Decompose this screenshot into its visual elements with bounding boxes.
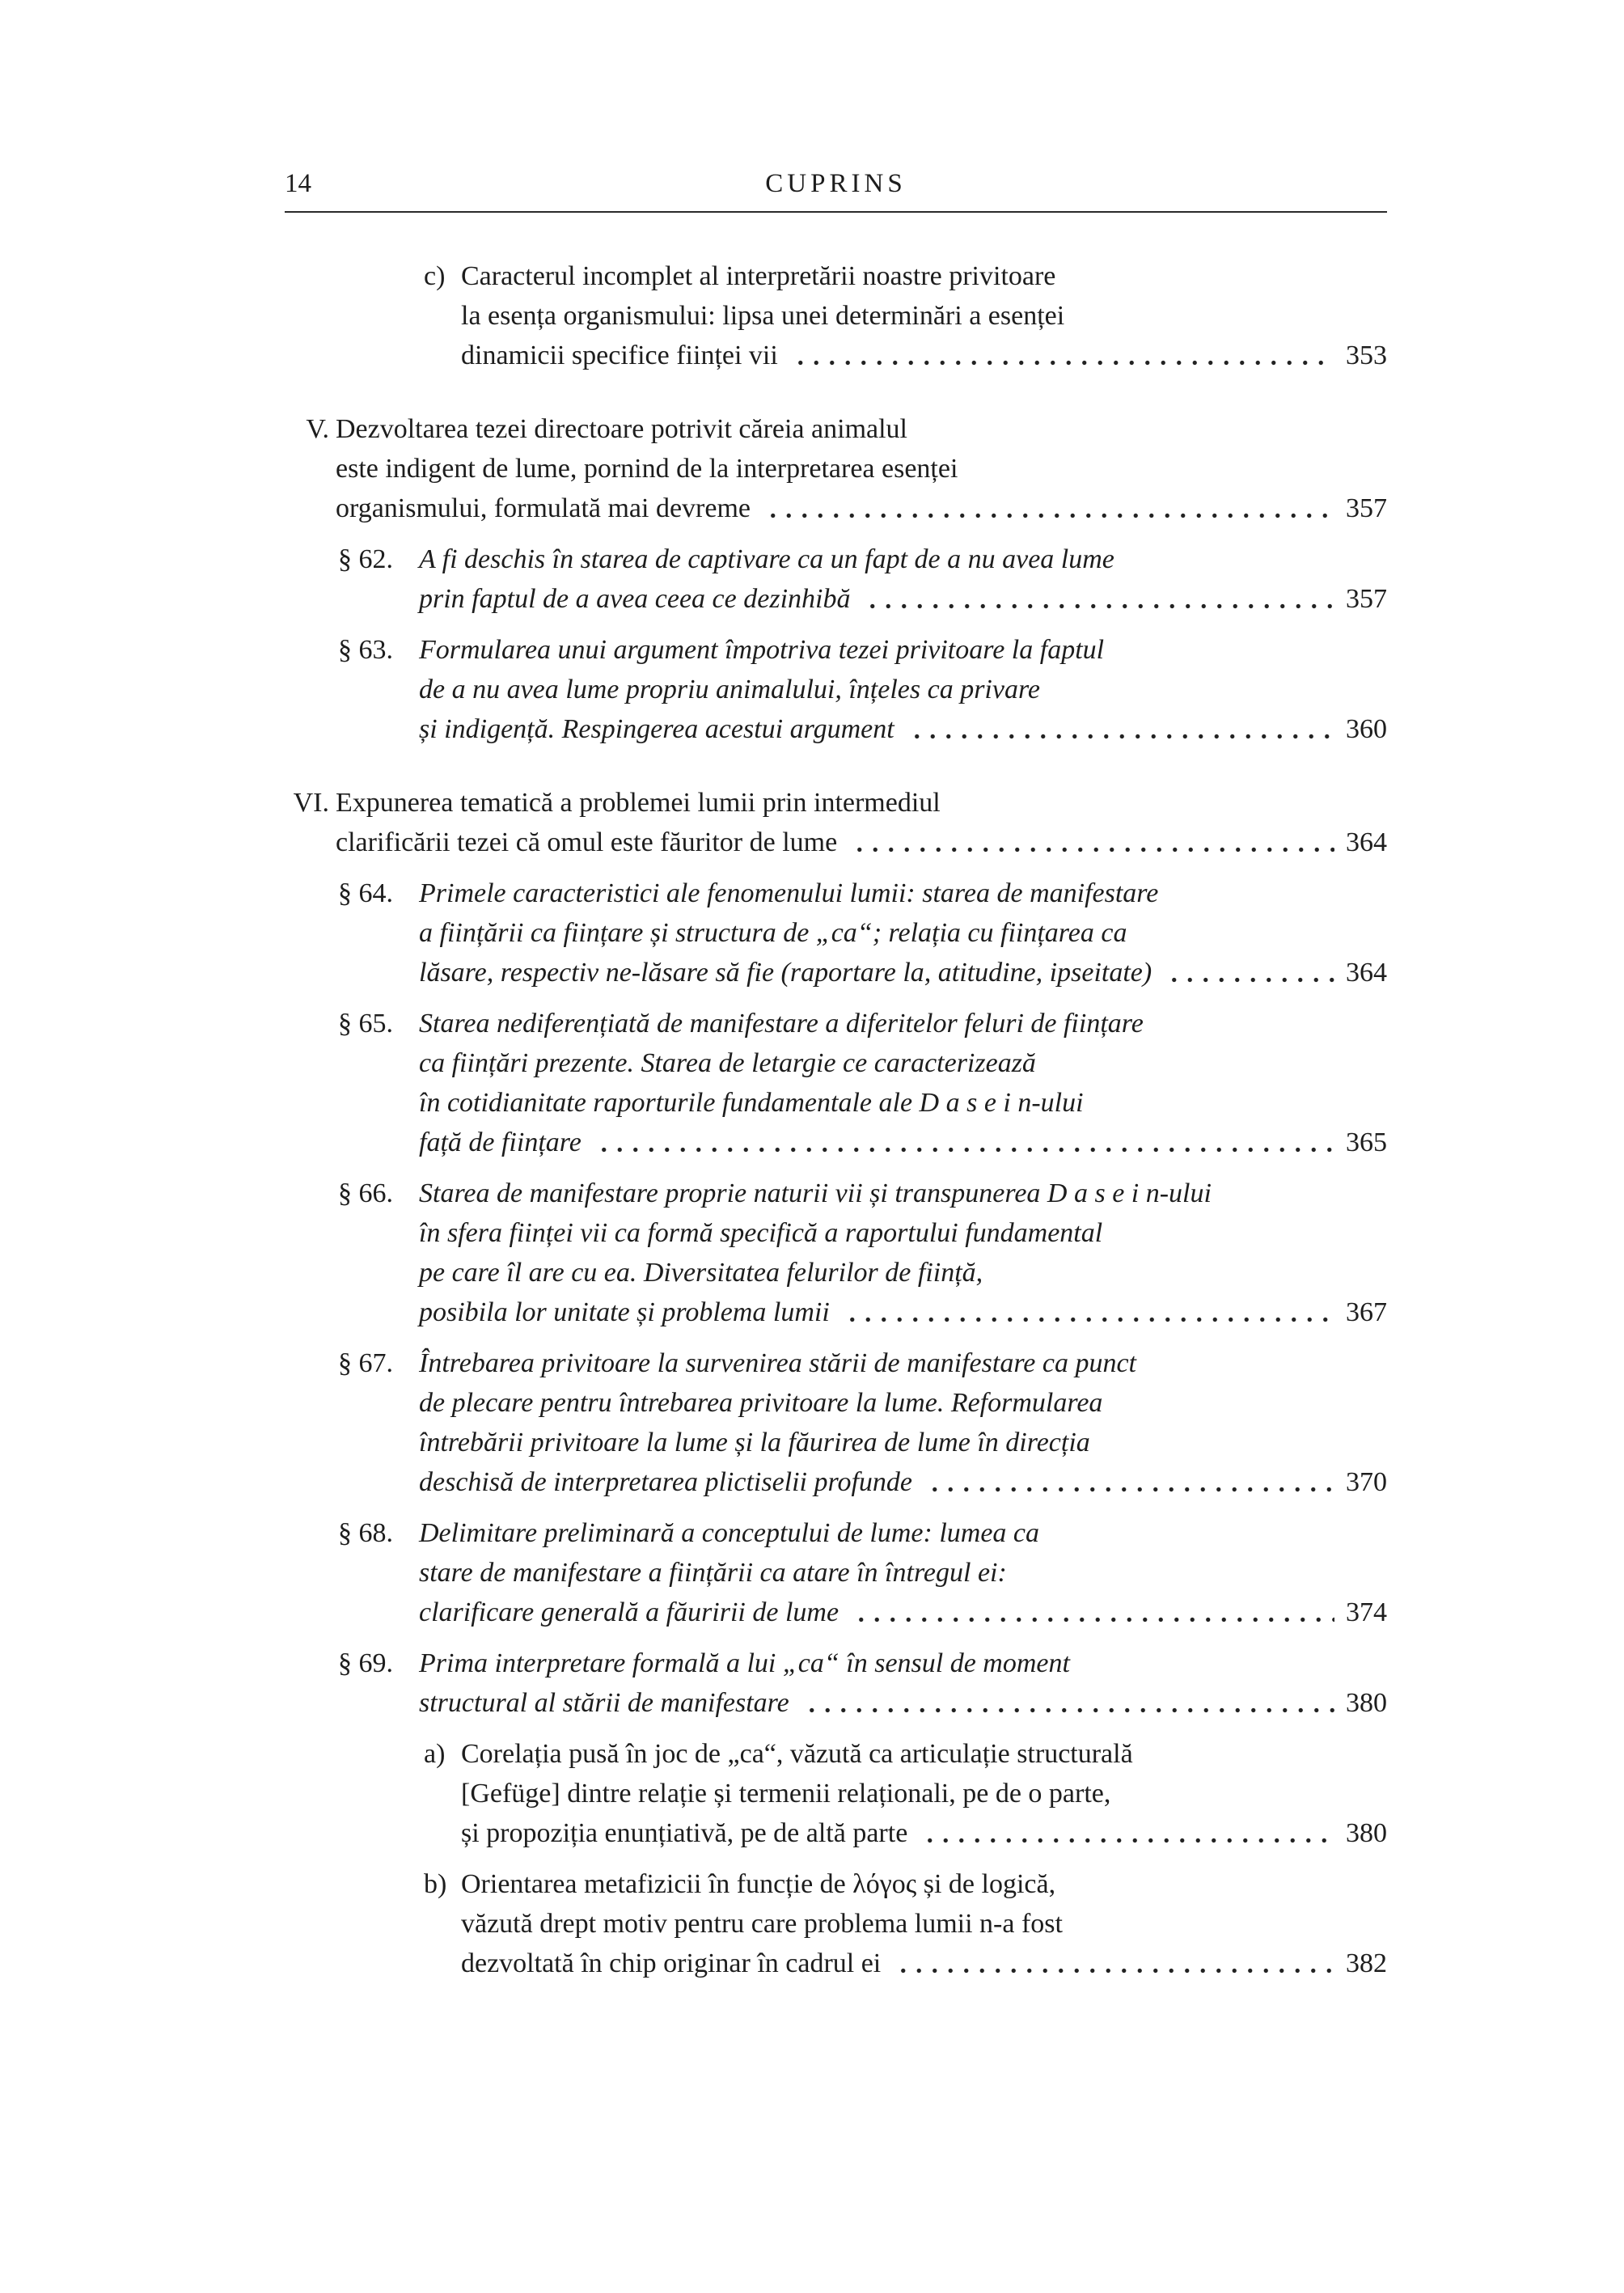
entry-text: față de ființare (419, 1127, 582, 1157)
entry-page-number: 357 (1346, 584, 1387, 614)
entry-text: dezvoltată în chip originar în cadrul ei (461, 1948, 882, 1978)
toc-entry (285, 539, 1387, 619)
entry-label: § 68. (338, 1518, 393, 1548)
entry-text: stare de manifestare a ființării ca atare în întregul ei: (419, 1558, 1007, 1588)
entry-text: la esența organismului: lipsa unei determinări a esenței (461, 301, 1065, 331)
toc-entry (285, 1644, 1387, 1723)
entry-text: văzută drept motiv pentru care problema lumii n-a fost (461, 1909, 1063, 1939)
entry-text: în sfera ființei vii ca formă specifică a raportului fundamental (419, 1218, 1103, 1248)
page-content (285, 166, 1387, 1983)
entry-text: clarificării tezei că omul este făuritor de lume (336, 827, 838, 857)
entry-page-number: 374 (1346, 1597, 1387, 1627)
entry-text: A fi deschis în starea de captivare ca un fapt de a nu avea lume (419, 544, 1114, 574)
entry-text: dinamicii specifice ființei vii (461, 341, 778, 370)
entry-text: structural al stării de manifestare (419, 1688, 789, 1718)
entry-page-number: 364 (1346, 958, 1387, 988)
entry-text: Orientarea metafizicii în funcție de λόγος și de logică, (461, 1869, 1056, 1899)
dot-leader (852, 847, 1334, 852)
dot-leader (1166, 977, 1334, 983)
entry-text: pe care îl are cu ea. Diversitatea felurilor de ființă, (419, 1258, 983, 1288)
toc-entry (285, 409, 1387, 528)
dot-leader (922, 1838, 1334, 1843)
entry-label: § 69. (338, 1648, 393, 1678)
entry-text: Dezvoltarea tezei directoare potrivit căreia animalul (336, 414, 907, 444)
toc-list (285, 256, 1387, 1983)
entry-text: de plecare pentru întrebarea privitoare la lume. Reformularea (419, 1388, 1103, 1418)
toc-entry (285, 1343, 1387, 1502)
toc-entry (285, 1174, 1387, 1332)
page-header (285, 166, 1387, 203)
entry-label: § 64. (338, 878, 393, 908)
entry-text: [Gefüge] dintre relație și termenii relaționali, pe de o parte, (461, 1779, 1111, 1809)
entry-text: deschisă de interpretarea plictiselii profunde (419, 1467, 913, 1497)
entry-text: Expunerea tematică a problemei lumii prin intermediul (336, 788, 941, 818)
toc-entry (285, 1864, 1387, 1983)
header-rule (285, 211, 1387, 213)
entry-text: organismului, formulată mai devreme (336, 493, 751, 523)
entry-text: clarificare generală a făuririi de lume (419, 1597, 839, 1627)
entry-page-number: 353 (1346, 341, 1387, 370)
entry-text: Starea de manifestare proprie naturii vii și transpunerea D a s e i n-ului (419, 1178, 1212, 1208)
contents-title: CUPRINS (765, 169, 907, 198)
entry-text: Formularea unui argument împotriva tezei privitoare la faptul (419, 635, 1105, 665)
entry-label: § 62. (338, 544, 393, 574)
entry-page-number: 380 (1346, 1688, 1387, 1718)
entry-text: este indigent de lume, pornind de la interpretarea esenței (336, 454, 958, 484)
entry-text: prin faptul de a avea ceea ce dezinhibă (419, 584, 851, 614)
entry-text: Starea nediferențiată de manifestare a diferitelor feluri de ființare (419, 1009, 1144, 1039)
entry-text: Caracterul incomplet al interpretării noastre privitoare (461, 261, 1056, 291)
entry-text: Întrebarea privitoare la survenirea stării de manifestare ca punct (419, 1348, 1137, 1378)
toc-entry (285, 256, 1387, 375)
page-number: 14 (285, 169, 311, 198)
entry-label: c) (424, 261, 446, 291)
entry-label: § 63. (338, 635, 393, 665)
dot-leader (853, 1617, 1334, 1622)
dot-leader (596, 1147, 1334, 1153)
entry-text: în cotidianitate raporturile fundamentale ale D a s e i n-ului (419, 1088, 1084, 1118)
entry-text: și indigență. Respingerea acestui argument (419, 714, 894, 744)
toc-entry (285, 1004, 1387, 1162)
entry-page-number: 380 (1346, 1818, 1387, 1848)
entry-text: Delimitare preliminară a conceptului de lume: lumea ca (419, 1518, 1040, 1548)
entry-text: Prima interpretare formală a lui „ca“ în sensul de moment (419, 1648, 1070, 1678)
entry-label: a) (424, 1739, 446, 1769)
toc-entry (285, 783, 1387, 862)
toc-entry (285, 1734, 1387, 1853)
entry-text: de a nu avea lume propriu animalului, înțeles ca privare (419, 675, 1041, 704)
dot-leader (909, 734, 1334, 739)
entry-page-number: 365 (1346, 1127, 1387, 1157)
entry-label: § 66. (338, 1178, 393, 1208)
entry-label: V. (306, 414, 329, 444)
entry-label: § 65. (338, 1009, 393, 1039)
dot-leader (865, 603, 1334, 609)
dot-leader (844, 1317, 1334, 1322)
entry-page-number: 357 (1346, 493, 1387, 523)
entry-label: b) (424, 1869, 447, 1899)
entry-page-number: 360 (1346, 714, 1387, 744)
entry-text: Corelația pusă în joc de „ca“, văzută ca articulație structurală (461, 1739, 1133, 1769)
toc-entry (285, 630, 1387, 749)
entry-page-number: 367 (1346, 1297, 1387, 1327)
entry-text: Primele caracteristici ale fenomenului lumii: starea de manifestare (419, 878, 1159, 908)
entry-text: și propoziția enunțiativă, pe de altă parte (461, 1818, 908, 1848)
dot-leader (765, 513, 1334, 518)
entry-label: VI. (293, 788, 329, 818)
entry-page-number: 382 (1346, 1948, 1387, 1978)
entry-text: posibila lor unitate și problema lumii (419, 1297, 830, 1327)
dot-leader (804, 1707, 1334, 1713)
entry-text: ca ființări prezente. Starea de letargie ce caracterizează (419, 1048, 1036, 1078)
entry-text: întrebării privitoare la lume și la făurirea de lume în direcția (419, 1428, 1090, 1457)
dot-leader (895, 1968, 1334, 1974)
entry-page-number: 364 (1346, 827, 1387, 857)
dot-leader (927, 1487, 1334, 1492)
toc-entry (285, 874, 1387, 992)
dot-leader (793, 360, 1334, 366)
toc-entry (285, 1513, 1387, 1632)
entry-text: a ființării ca ființare și structura de „ca“; relația cu ființarea ca (419, 918, 1127, 948)
entry-text: lăsare, respectiv ne-lăsare să fie (raportare la, atitudine, ipseitate) (419, 958, 1152, 988)
entry-page-number: 370 (1346, 1467, 1387, 1497)
entry-label: § 67. (338, 1348, 393, 1378)
